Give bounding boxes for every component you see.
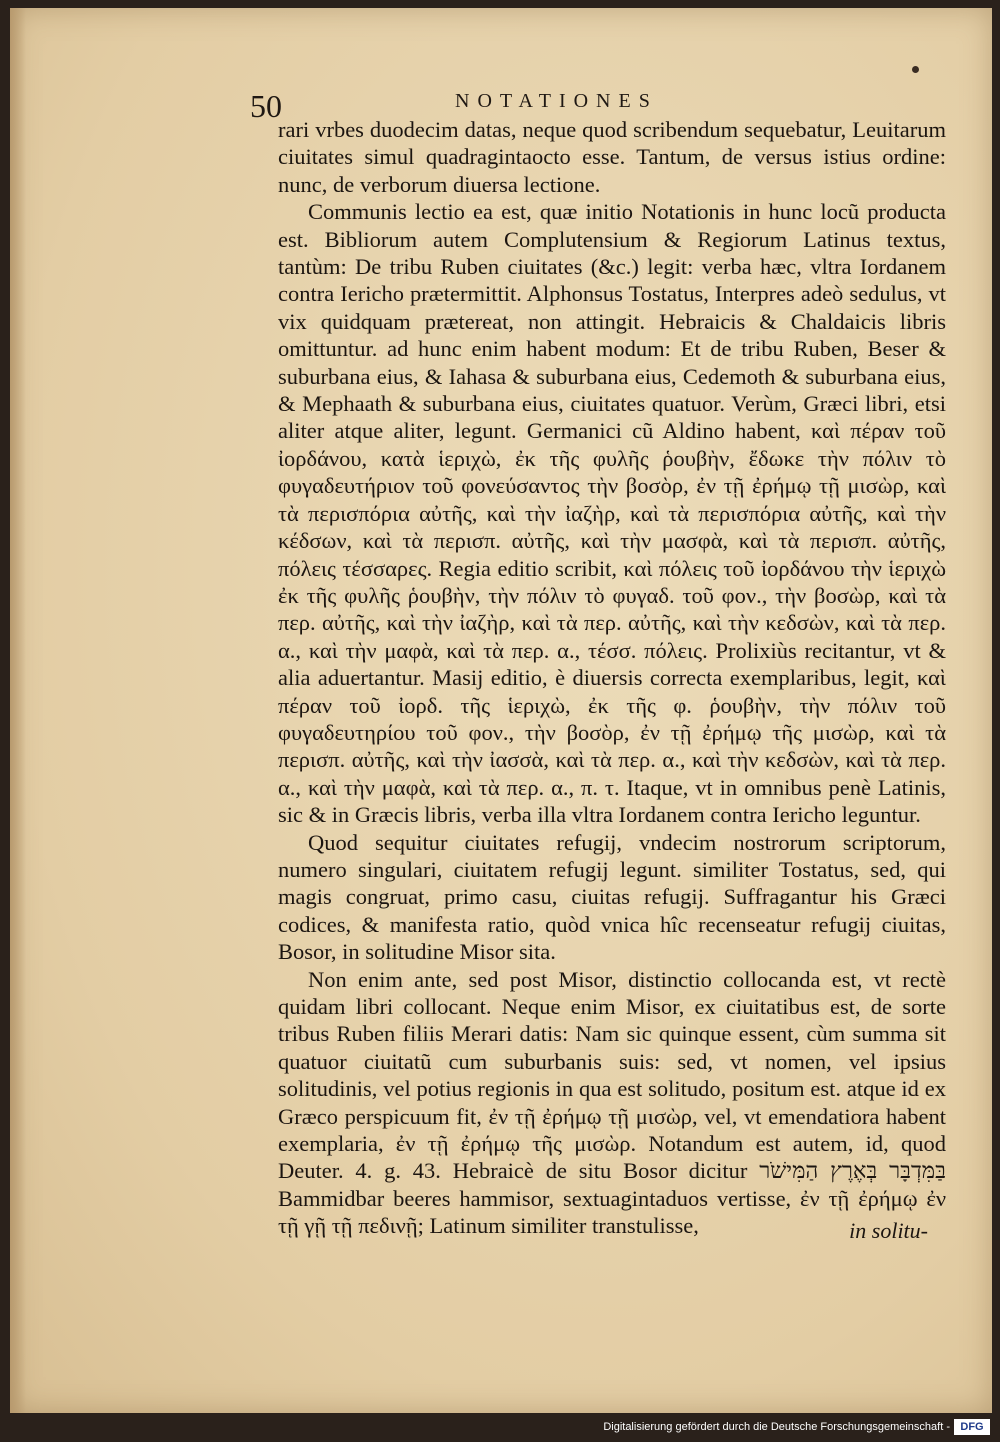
book-page	[10, 8, 992, 1413]
digitization-footer	[0, 1413, 1000, 1442]
catchword: in solitu-	[849, 1218, 928, 1243]
paragraph-2: Communis lectio ea est, quæ initio Notationis in hunc locũ producta est. Bibliorum autem Complutensium & Regiorum Latinus textus, tantùm: De tribu Ruben ciuitates (&c.) legit: verba hæc, vltra Iordanem contra Iericho prætermittit. Alphonsus Tostatus, Interpres adeò sedulus, vt vix quidquam prætereat, non attingit. Hebraicis & Chaldaicis libris omittuntur. ad hunc enim habent modum: Et de tribu Ruben, Beser & suburbana eius, & Iahasa & suburbana eius, Cedemoth & suburbana eius, & Mephaath & suburbana eius, ciuitates quatuor. Verùm, Græci libri, etsi aliter atque aliter, legunt. Germanici cũ Aldino habent, καὶ πέραν τοῦ ἰορδάνου, κατὰ ἱεριχὼ, ἐκ τῆς φυλῆς ῥουβὴν, ἔδωκε τὴν πόλιν τὸ φυγαδευτήριον τοῦ φονεύσαντος τὴν βοσὸρ, ἐν τῇ ἐρήμῳ τῇ μισὼρ, καὶ τὰ περισπόρια αὐτῆς, καὶ τὴν ἰαζὴρ, καὶ τὰ περισπόρια αὐτῆς, καὶ τὴν κέδσων, καὶ τὰ περισπ. αὐτῆς, καὶ τὴν μασφὰ, καὶ τὰ περισπ. αὐτῆς, πόλεις τέσσαρες. Regia editio scribit, καὶ πόλεις τοῦ ἰορδάνου τὴν ἱεριχὼ ἐκ τῆς φυλῆς ῥουβὴν, τὴν πόλιν τὸ φυγαδ. τοῦ φον., τὴν βοσὼρ, καὶ τὰ περ. αὐτῆς, καὶ τὴν ἰαζὴρ, καὶ τὰ περ. αὐτῆς, καὶ τὴν κεδσὼν, καὶ τὰ περ. α., καὶ τὴν μαφὰ, καὶ τὰ περ. α., τέσσ. πόλεις. Prolixiùs recitantur, vt & alia aduertantur. Masij editio, è diuersis correcta exemplaribus, legit, καὶ πέραν τοῦ ἰορδ. τῆς ἱεριχὼ, ἐκ τῆς φ. ῥουβὴν, τὴν πόλιν τοῦ φυγαδευτηρίου τοῦ φον., τὴν βοσὸρ, ἐν τῇ ἐρήμῳ τῆς μισὼρ, καὶ τὰ περισπ. αὐτῆς, καὶ τὴν ἰασσὰ, καὶ τὰ περ. α., καὶ τὴν κεδσὼν, καὶ τὰ περ. α., καὶ τὴν μαφὰ, καὶ τὰ περ. α., π. τ. Itaque, vt in omnibus penè Latinis, sic & in Græcis libris, verba illa vltra Iordanem contra Iericho leguntur.	[278, 199, 946, 828]
footer-credit: Digitalisierung gefördert durch die Deutsche Forschungsgemeinschaft -	[603, 1421, 950, 1433]
paragraph-3: Quod sequitur ciuitates refugij, vndecim nostrorum scriptorum, numero singulari, ciuitatem refugij legunt. similiter Tostatus, sed, qui magis congruat, primo casu, ciuitas refugij. Suffragantur his Græci codices, & manifesta ratio, quòd vnica hîc recenseatur refugij ciuitas, Bosor, in solitudine Misor sita.	[278, 829, 946, 965]
running-title: NOTATIONES	[455, 90, 658, 112]
paragraph-4: Non enim ante, sed post Misor, distinctio collocanda est, vt rectè quidam libri collocant. Neque enim Misor, ex ciuitatibus est, de sorte tribus Ruben filiis Merari datis: Nam sic quinque essent, cùm summa sit quatuor ciuitatũ cum suburbanis suis: sed, vt nomen, vel ipsius solitudinis, vel potius regionis in qua est solitudo, positum est. atque id ex Græco perspicuum fit, ἐν τῇ ἐρήμῳ τῇ μισὼρ, vel, vt emendatiora habent exemplaria, ἐν τῇ ἐρήμῳ τῆς μισὼρ. Notandum est autem, id, quod Deuter. 4. g. 43. Hebraicè de situ Bosor dicitur בַּמִּדְבָּר בְּאֶרֶץ הַמִּישֹׁר Bammidbar beeres hammisor, sextuagintaduos vertisse, ἐν τῇ ἐρήμῳ ἐν τῇ γῇ τῇ πεδινῇ; Latinum similiter transtulisse,	[278, 966, 946, 1239]
page-number: 50	[250, 88, 282, 124]
page-gutter-shadow	[10, 8, 26, 1413]
body-text	[278, 116, 946, 1240]
paragraph-1: rari vrbes duodecim datas, neque quod scribendum sequebatur, Leuitarum ciuitates simul quadragintaocto esse. Tantum, de versus istius ordine: nunc, de verborum diuersa lectione.	[278, 117, 946, 197]
dfg-logo-icon: DFG	[954, 1419, 990, 1435]
ink-spot	[912, 66, 919, 73]
